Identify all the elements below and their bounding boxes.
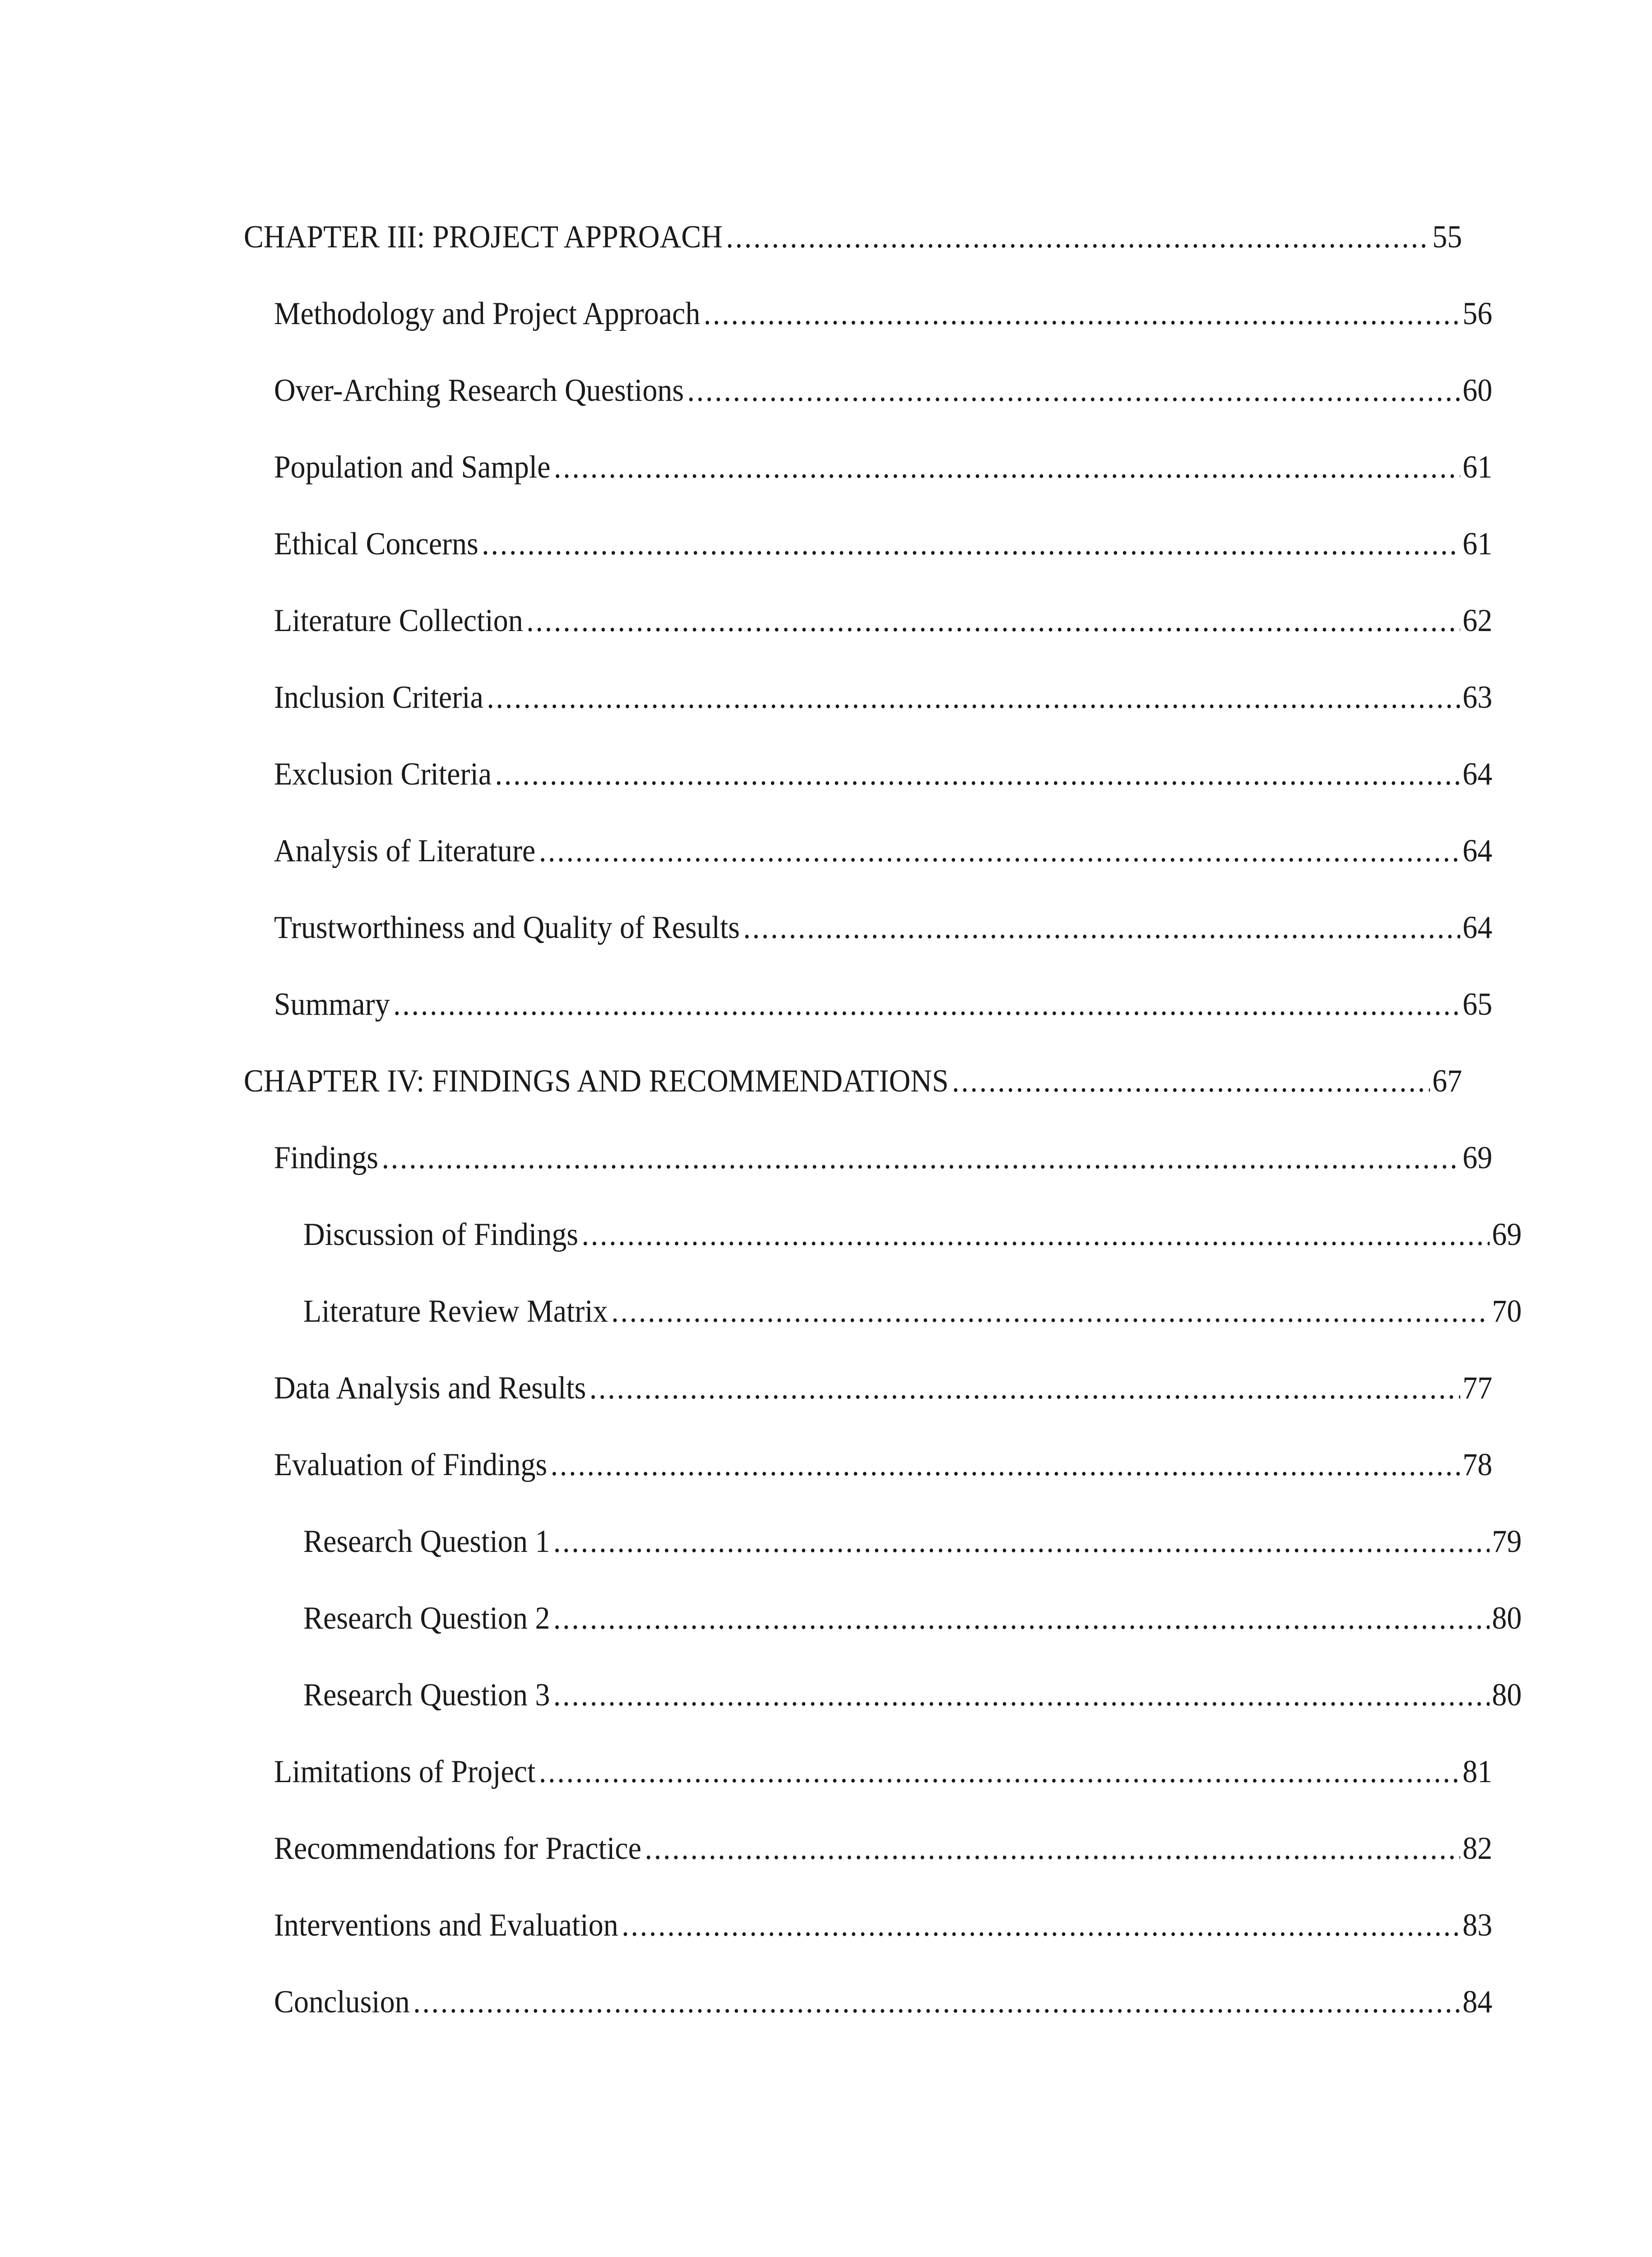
toc-entry [244,1657,1522,1733]
toc-dot-leader [382,1119,1460,1196]
toc-entry [244,1887,1492,1964]
toc-page-number: 69 [1492,1217,1522,1252]
toc-dot-leader [539,813,1460,889]
toc-dot-leader [553,1657,1490,1733]
toc-page-number: 55 [1432,219,1462,255]
toc-page-number: 56 [1462,296,1493,331]
toc-entry [244,1503,1522,1580]
toc-dot-leader [743,889,1460,966]
toc-entry-title: Research Question 2 [303,1601,550,1636]
toc-dot-leader [495,736,1460,813]
toc-page-number: 64 [1462,757,1493,792]
toc-page-number: 67 [1432,1063,1462,1099]
toc-page-number: 61 [1462,526,1493,562]
toc-dot-leader [687,352,1460,429]
toc-page-number: 83 [1462,1908,1493,1943]
toc-entry [244,1810,1492,1887]
toc-entry-title: Conclusion [274,1984,410,2020]
toc-page-number: 84 [1462,1984,1493,2020]
toc-entry-title: Data Analysis and Results [274,1370,586,1406]
toc-page-number: 60 [1462,373,1493,408]
toc-page-number: 70 [1492,1294,1522,1329]
toc-dot-leader [553,1580,1490,1657]
toc-page-number: 77 [1462,1370,1493,1406]
toc-entry [244,199,1462,275]
toc-page-number: 80 [1492,1601,1522,1636]
toc-entry [244,1580,1522,1657]
toc-entry [244,429,1492,506]
toc-page-number: 64 [1462,833,1493,868]
toc-entry [244,1350,1492,1426]
toc-dot-leader [645,1810,1460,1887]
toc-entry [244,889,1492,966]
table-of-contents [244,199,1522,2040]
toc-page-number: 78 [1462,1447,1493,1482]
toc-dot-leader [726,199,1429,275]
toc-entry-title: Inclusion Criteria [274,680,483,715]
toc-dot-leader [622,1887,1460,1964]
toc-page-number: 65 [1462,987,1493,1022]
toc-dot-leader [413,1964,1460,2040]
toc-page-number: 63 [1462,680,1493,715]
toc-page-number: 69 [1462,1140,1493,1175]
toc-entry [244,736,1492,813]
toc-entry-title: Research Question 3 [303,1677,550,1713]
toc-dot-leader [393,966,1460,1043]
toc-entry [244,506,1492,582]
toc-entry-title: Over-Arching Research Questions [274,373,684,408]
toc-dot-leader [551,1426,1460,1503]
toc-entry-title: Literature Review Matrix [303,1294,608,1329]
toc-entry [244,1043,1462,1119]
toc-entry [244,1273,1522,1350]
toc-page-number: 80 [1492,1677,1522,1713]
toc-entry-title: Findings [274,1140,379,1175]
toc-dot-leader [952,1043,1430,1119]
toc-entry-title: Ethical Concerns [274,526,478,562]
toc-page-number: 61 [1462,450,1493,485]
toc-entry [244,352,1492,429]
toc-entry [244,1964,1492,2040]
toc-entry-title: Interventions and Evaluation [274,1908,618,1943]
toc-dot-leader [482,506,1460,582]
toc-page-number: 62 [1462,603,1493,638]
toc-dot-leader [487,659,1460,736]
toc-dot-leader [704,275,1460,352]
toc-entry [244,1119,1492,1196]
toc-entry-title: Methodology and Project Approach [274,296,701,331]
toc-entry [244,966,1492,1043]
toc-page-number: 82 [1462,1831,1493,1866]
toc-entry-title: Literature Collection [274,603,523,638]
toc-entry [244,582,1492,659]
toc-page-number: 79 [1492,1524,1522,1559]
toc-dot-leader [526,582,1460,659]
toc-entry [244,813,1492,889]
toc-entry [244,1196,1522,1273]
toc-entry-title: Exclusion Criteria [274,757,492,792]
toc-page-number: 81 [1462,1754,1493,1789]
toc-entry-title: Research Question 1 [303,1524,550,1559]
toc-entry-title: Evaluation of Findings [274,1447,548,1482]
toc-dot-leader [539,1733,1460,1810]
toc-entry [244,1426,1492,1503]
toc-entry-title: Limitations of Project [274,1754,536,1789]
toc-entry [244,1733,1492,1810]
toc-dot-leader [554,429,1460,506]
toc-entry-title: Analysis of Literature [274,833,536,868]
toc-dot-leader [553,1503,1490,1580]
toc-entry-title: CHAPTER IV: FINDINGS AND RECOMMENDATIONS [244,1063,949,1099]
toc-dot-leader [611,1273,1490,1350]
toc-entry [244,659,1492,736]
toc-entry-title: Recommendations for Practice [274,1831,642,1866]
toc-dot-leader [582,1196,1490,1273]
toc-page-number: 64 [1462,910,1493,945]
toc-entry-title: Trustworthiness and Quality of Results [274,910,740,945]
toc-entry-title: Population and Sample [274,450,551,485]
toc-dot-leader [589,1350,1460,1426]
toc-entry [244,275,1492,352]
toc-entry-title: Discussion of Findings [303,1217,579,1252]
toc-entry-title: Summary [274,987,390,1022]
toc-entry-title: CHAPTER III: PROJECT APPROACH [244,219,723,255]
